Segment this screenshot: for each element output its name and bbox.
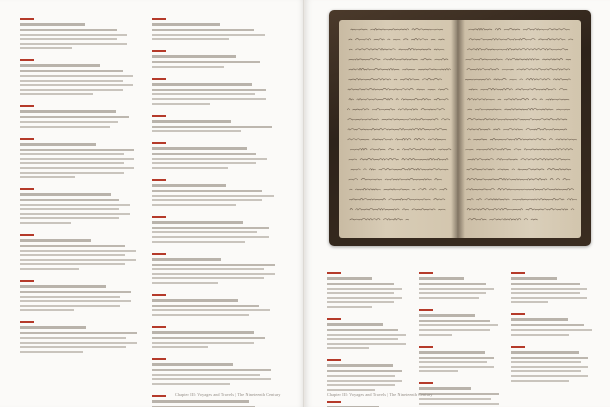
left-column-1: [20, 18, 138, 363]
entry-heading: [152, 83, 252, 86]
handwriting-stroke: [351, 168, 452, 170]
entry-text-line: [327, 389, 375, 391]
entry-text-line: [20, 121, 118, 123]
entry-text-line: [20, 176, 75, 178]
entry-text-line: [20, 162, 124, 164]
handwriting-stroke: [350, 148, 451, 150]
catalogue-entry: [20, 138, 138, 179]
left-page-footer: Chapter III: Voyages and Travels | The Nineteenth Century: [175, 392, 281, 397]
catalogue-entry: [419, 309, 501, 336]
entry-text-line: [152, 378, 271, 380]
journal-photograph: [329, 10, 591, 246]
entry-text-line: [152, 277, 264, 279]
catalogue-entry: [20, 234, 138, 270]
entry-text-line: [20, 268, 79, 270]
entry-text-line: [511, 357, 588, 359]
entry-number: [152, 326, 166, 328]
catalogue-entry: [152, 142, 276, 169]
catalogue-entry: [511, 346, 595, 382]
entry-text-line: [419, 320, 490, 322]
entry-text-line: [152, 305, 259, 307]
entry-heading: [20, 285, 106, 288]
entry-text-line: [419, 366, 494, 368]
entry-text-line: [152, 38, 229, 40]
entry-number: [327, 272, 341, 274]
journal-left-leaf: [339, 20, 457, 238]
entry-text-line: [20, 89, 123, 91]
entry-heading: [327, 323, 383, 326]
entry-text-line: [511, 283, 580, 285]
right-column-1: [327, 272, 409, 407]
entry-text-line: [20, 259, 136, 261]
journal-right-leaf: [457, 20, 581, 238]
entry-text-line: [511, 292, 580, 294]
entry-text-line: [511, 324, 584, 326]
entry-text-line: [20, 217, 119, 219]
entry-text-line: [20, 116, 129, 118]
entry-text-line: [152, 34, 265, 36]
handwriting-stroke: [468, 28, 569, 30]
entry-text-line: [511, 361, 581, 363]
entry-heading: [152, 55, 236, 58]
entry-heading: [20, 64, 100, 67]
entry-heading: [152, 120, 231, 123]
entry-heading: [20, 239, 91, 242]
entry-text-line: [327, 370, 402, 372]
entry-text-line: [327, 380, 402, 382]
entry-text-line: [152, 126, 272, 128]
handwriting-stroke: [348, 88, 449, 90]
entry-text-line: [419, 357, 494, 359]
entry-text-line: [327, 338, 398, 340]
entry-text-line: [152, 369, 271, 371]
handwriting-stroke: [349, 38, 445, 40]
handwriting-stroke: [350, 218, 412, 220]
entry-text-line: [511, 288, 587, 290]
entry-text-line: [152, 190, 262, 192]
entry-text-line: [20, 222, 71, 224]
entry-text-line: [152, 204, 236, 206]
entry-text-line: [20, 300, 131, 302]
handwriting-stroke: [468, 218, 538, 220]
entry-text-line: [20, 263, 125, 265]
right-page: [305, 0, 610, 407]
entry-text-line: [20, 80, 123, 82]
entry-text-line: [20, 34, 127, 36]
catalogue-entry: [152, 179, 276, 206]
handwriting-stroke: [347, 109, 445, 111]
entry-number: [20, 280, 34, 282]
entry-text-line: [152, 153, 256, 155]
entry-heading: [20, 143, 96, 146]
entry-number: [20, 59, 34, 61]
entry-number: [511, 346, 525, 348]
entry-text-line: [152, 309, 270, 311]
handwriting-left: [339, 20, 457, 238]
entry-text-line: [511, 334, 569, 336]
handwriting-stroke: [467, 128, 567, 130]
handwriting-stroke: [350, 208, 446, 210]
entry-text-line: [152, 227, 269, 229]
catalogue-entry: [511, 272, 595, 303]
entry-text-line: [419, 297, 479, 299]
entry-text-line: [152, 273, 275, 275]
entry-heading: [327, 364, 393, 367]
handwriting-stroke: [349, 68, 454, 70]
entry-text-line: [419, 324, 498, 326]
entry-text-line: [152, 268, 264, 270]
entry-text-line: [327, 343, 406, 345]
entry-text-line: [20, 47, 72, 49]
entry-text-line: [20, 291, 131, 293]
handwriting-stroke: [349, 188, 447, 190]
entry-text-line: [152, 337, 265, 339]
entry-text-line: [152, 29, 254, 31]
entry-number: [327, 401, 341, 403]
entry-text-line: [152, 162, 256, 164]
handwriting-stroke: [467, 48, 568, 50]
entry-number: [152, 358, 166, 360]
right-page-footer: Chapter III: Voyages and Travels | The Nineteenth Century: [327, 392, 433, 397]
catalogue-entry: [152, 50, 276, 68]
catalogue-entry: [327, 359, 409, 390]
entry-text-line: [152, 130, 241, 132]
entry-heading: [419, 277, 464, 280]
entry-heading: [20, 110, 116, 113]
entry-text-line: [152, 103, 210, 105]
entry-number: [20, 321, 34, 323]
entry-text-line: [152, 158, 267, 160]
catalogue-entry: [152, 358, 276, 385]
entry-text-line: [511, 375, 588, 377]
entry-text-line: [20, 305, 120, 307]
handwriting-stroke: [348, 128, 447, 130]
entry-heading: [327, 277, 372, 280]
entry-text-line: [20, 153, 124, 155]
entry-heading: [419, 387, 471, 390]
entry-text-line: [152, 314, 249, 316]
entry-text-line: [327, 384, 395, 386]
entry-text-line: [152, 374, 260, 376]
entry-text-line: [20, 199, 119, 201]
catalogue-entry: [327, 272, 409, 308]
catalogue-entry: [419, 272, 501, 299]
entry-number: [152, 78, 166, 80]
entry-number: [419, 272, 433, 274]
entry-text-line: [511, 370, 581, 372]
journal-spine: [451, 20, 465, 238]
entry-text-line: [419, 334, 452, 336]
entry-heading: [152, 400, 249, 403]
entry-text-line: [20, 167, 134, 169]
catalogue-entry: [511, 313, 595, 335]
entry-text-line: [152, 61, 260, 63]
entry-text-line: [152, 195, 274, 197]
entry-text-line: [20, 70, 123, 72]
entry-text-line: [327, 347, 369, 349]
entry-text-line: [20, 75, 133, 77]
entry-text-line: [20, 208, 119, 210]
entry-text-line: [419, 288, 494, 290]
entry-heading: [152, 23, 220, 26]
handwriting-stroke: [468, 138, 577, 140]
entry-text-line: [20, 204, 130, 206]
entry-number: [152, 18, 166, 20]
entry-number: [152, 50, 166, 52]
entry-text-line: [511, 329, 592, 331]
entry-text-line: [327, 292, 394, 294]
catalogue-entry: [20, 18, 138, 49]
entry-heading: [152, 221, 243, 224]
entry-number: [419, 346, 433, 348]
entry-text-line: [20, 245, 125, 247]
handwriting-stroke: [465, 148, 573, 150]
handwriting-stroke: [467, 118, 567, 120]
entry-number: [152, 142, 166, 144]
entry-text-line: [20, 158, 134, 160]
right-column-3: [511, 272, 595, 392]
entry-text-line: [20, 332, 137, 334]
left-column-2: [152, 18, 276, 407]
handwriting-stroke: [348, 138, 447, 140]
entry-text-line: [20, 84, 133, 86]
entry-text-line: [20, 29, 117, 31]
entry-text-line: [152, 241, 245, 243]
handwriting-stroke: [467, 208, 574, 210]
entry-text-line: [152, 346, 208, 348]
right-column-2: [419, 272, 501, 407]
entry-number: [20, 188, 34, 190]
catalogue-entry: [20, 188, 138, 224]
handwriting-stroke: [349, 48, 444, 50]
entry-number: [419, 382, 433, 384]
catalogue-entry: [152, 253, 276, 284]
catalogue-entry: [152, 18, 276, 40]
entry-text-line: [327, 283, 394, 285]
entry-heading: [152, 363, 233, 366]
entry-number: [327, 359, 341, 361]
entry-text-line: [20, 172, 124, 174]
entry-text-line: [20, 337, 126, 339]
handwriting-stroke: [467, 159, 570, 161]
entry-text-line: [419, 292, 486, 294]
entry-text-line: [511, 297, 587, 299]
entry-text-line: [511, 301, 548, 303]
entry-text-line: [152, 66, 224, 68]
entry-text-line: [327, 297, 402, 299]
entry-text-line: [20, 250, 136, 252]
handwriting-stroke: [466, 188, 574, 190]
handwriting-stroke: [349, 178, 442, 180]
entry-heading: [511, 277, 557, 280]
catalogue-entry: [20, 321, 138, 352]
entry-text-line: [152, 89, 266, 91]
handwriting-stroke: [467, 69, 573, 71]
entry-heading: [152, 258, 221, 261]
catalogue-entry: [152, 294, 276, 316]
entry-text-line: [152, 236, 269, 238]
entry-heading: [152, 184, 226, 187]
entry-heading: [511, 351, 579, 354]
entry-heading: [152, 299, 238, 302]
entry-heading: [152, 147, 247, 150]
entry-number: [152, 294, 166, 296]
handwriting-stroke: [469, 38, 573, 40]
handwriting-stroke: [468, 98, 570, 100]
entry-text-line: [152, 199, 262, 201]
entry-text-line: [20, 309, 74, 311]
handwriting-right: [457, 20, 581, 238]
catalogue-entry: [327, 318, 409, 349]
entry-text-line: [20, 93, 93, 95]
entry-text-line: [152, 282, 218, 284]
entry-text-line: [511, 366, 588, 368]
handwriting-stroke: [466, 58, 574, 60]
entry-text-line: [20, 296, 120, 298]
entry-number: [511, 272, 525, 274]
entry-heading: [20, 193, 111, 196]
catalogue-entry: [419, 346, 501, 373]
handwriting-stroke: [468, 108, 571, 110]
entry-text-line: [20, 126, 110, 128]
catalogue-entry: [152, 115, 276, 133]
entry-text-line: [327, 375, 395, 377]
entry-number: [152, 179, 166, 181]
entry-text-line: [419, 283, 486, 285]
entry-number: [327, 318, 341, 320]
handwriting-stroke: [349, 158, 448, 160]
handwriting-stroke: [467, 198, 580, 200]
entry-text-line: [327, 329, 398, 331]
entry-text-line: [419, 361, 487, 363]
entry-text-line: [419, 398, 491, 400]
entry-number: [152, 115, 166, 117]
entry-text-line: [152, 231, 257, 233]
entry-number: [20, 234, 34, 236]
handwriting-stroke: [349, 98, 449, 100]
entry-text-line: [327, 306, 372, 308]
catalogue-entry: [20, 280, 138, 311]
entry-text-line: [419, 329, 490, 331]
handwriting-stroke: [465, 78, 570, 80]
handwriting-stroke: [467, 178, 573, 180]
entry-number: [511, 313, 525, 315]
handwriting-stroke: [351, 29, 443, 30]
entry-text-line: [20, 149, 134, 151]
catalogue-entry: [20, 59, 138, 95]
entry-text-line: [327, 288, 402, 290]
entry-text-line: [152, 93, 255, 95]
entry-text-line: [152, 264, 275, 266]
entry-text-line: [20, 351, 83, 353]
entry-number: [152, 216, 166, 218]
entry-text-line: [20, 346, 126, 348]
entry-number: [152, 395, 166, 397]
entry-heading: [511, 318, 568, 321]
entry-text-line: [152, 342, 254, 344]
entry-text-line: [327, 334, 406, 336]
entry-text-line: [152, 167, 228, 169]
entry-heading: [419, 351, 485, 354]
entry-text-line: [20, 43, 127, 45]
entry-heading: [20, 23, 85, 26]
catalogue-entry: [152, 326, 276, 348]
entry-number: [20, 105, 34, 107]
entry-number: [419, 309, 433, 311]
entry-text-line: [152, 383, 230, 385]
entry-text-line: [152, 98, 266, 100]
entry-number: [20, 138, 34, 140]
handwriting-stroke: [348, 119, 453, 121]
catalogue-entry: [327, 401, 409, 407]
entry-text-line: [419, 370, 458, 372]
catalogue-entry: [152, 78, 276, 105]
entry-heading: [20, 326, 86, 329]
handwriting-stroke: [349, 198, 445, 200]
entry-text-line: [20, 254, 125, 256]
handwriting-stroke: [467, 169, 571, 170]
entry-number: [152, 253, 166, 255]
entry-text-line: [327, 301, 394, 303]
entry-text-line: [20, 342, 137, 344]
entry-heading: [419, 314, 475, 317]
handwriting-stroke: [349, 59, 452, 61]
entry-text-line: [511, 380, 569, 382]
entry-text-line: [20, 213, 130, 215]
entry-text-line: [419, 403, 499, 405]
handwriting-stroke: [349, 78, 445, 80]
entry-number: [20, 18, 34, 20]
handwriting-stroke: [469, 88, 568, 90]
entry-text-line: [20, 38, 117, 40]
catalogue-entry: [152, 216, 276, 243]
catalogue-entry: [20, 105, 138, 127]
entry-heading: [152, 331, 254, 334]
